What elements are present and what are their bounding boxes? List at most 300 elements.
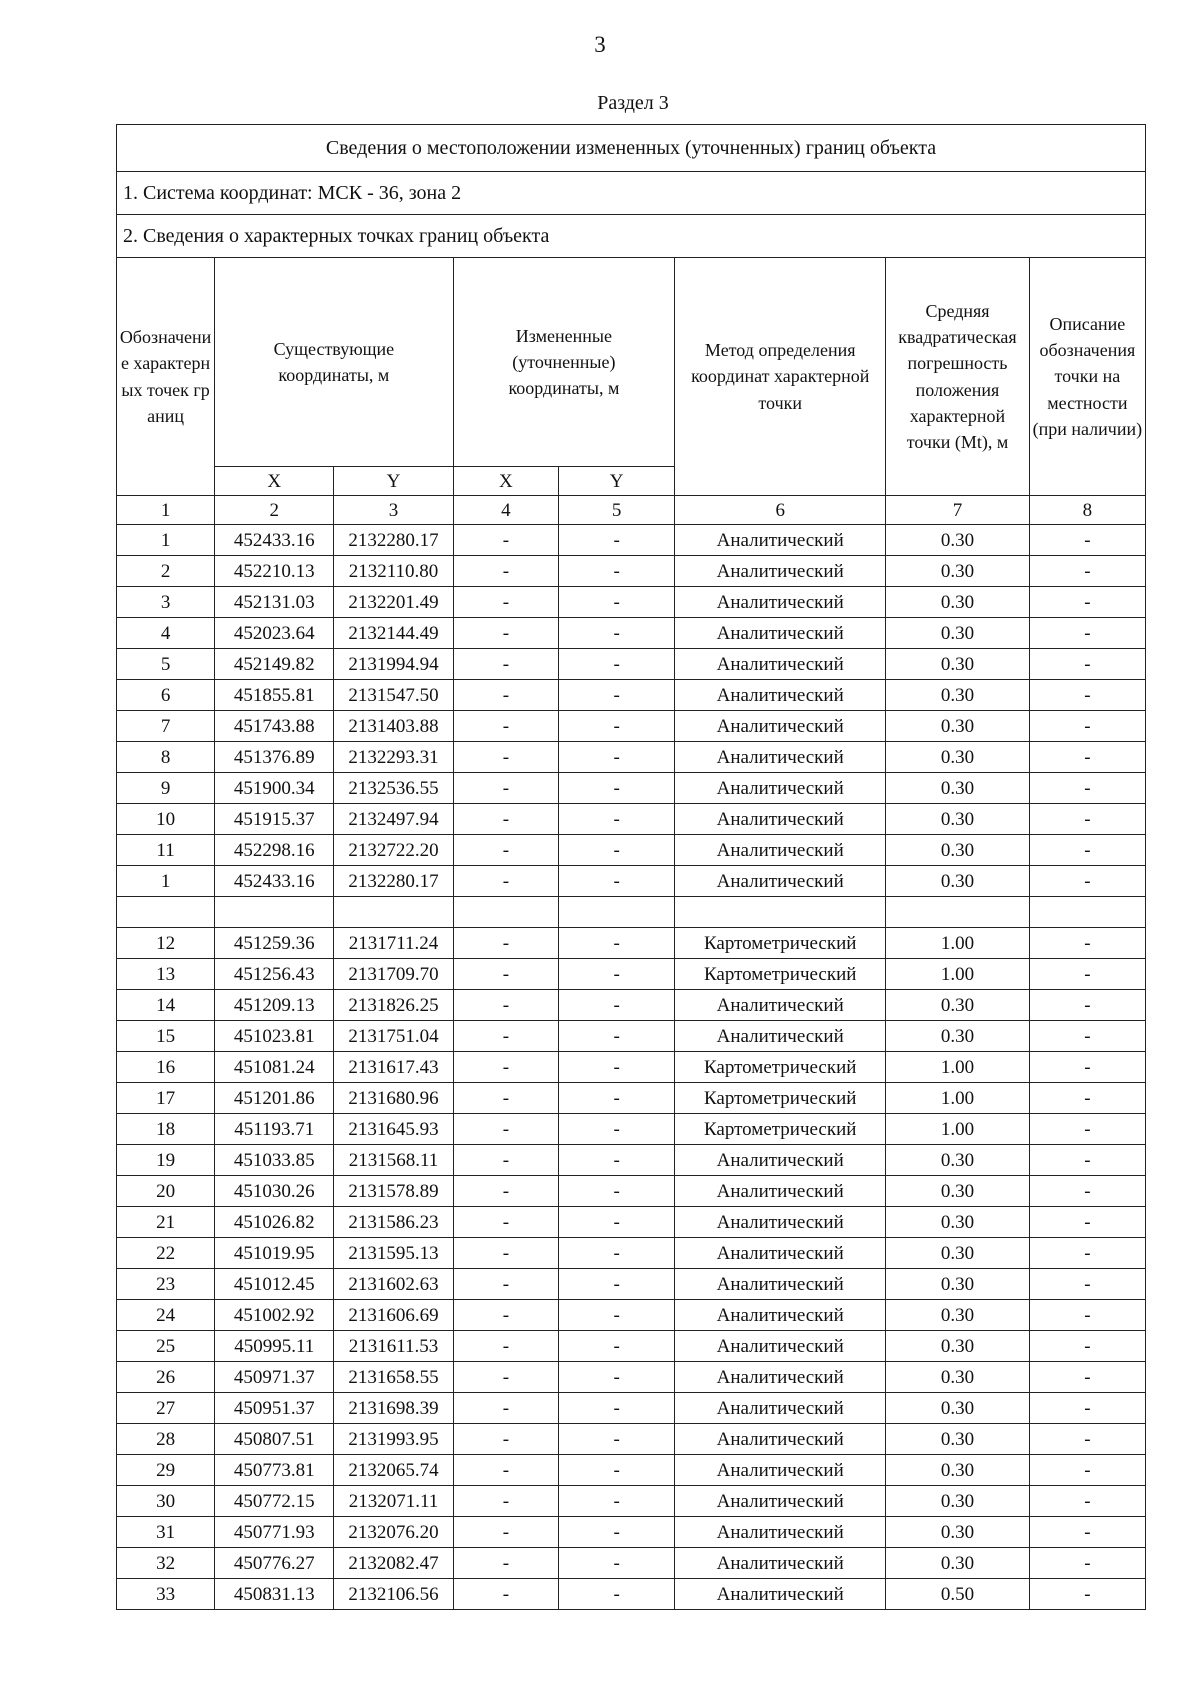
cell-existing-y: 2131595.13: [334, 1238, 453, 1269]
cell-accuracy: 0.30: [886, 1207, 1030, 1238]
cell-existing-y: 2131993.95: [334, 1424, 453, 1455]
cell-existing-x: 451023.81: [215, 1021, 334, 1052]
cell-existing-y: 2132082.47: [334, 1548, 453, 1579]
cell-method: Аналитический: [675, 556, 886, 587]
cell-changed-x: [453, 897, 559, 928]
cell-method: Аналитический: [675, 1021, 886, 1052]
cell-changed-y: -: [559, 525, 675, 556]
cell-existing-x: 451193.71: [215, 1114, 334, 1145]
cell-existing-y: 2132076.20: [334, 1517, 453, 1548]
column-number: 4: [453, 496, 559, 525]
cell-method: Аналитический: [675, 1238, 886, 1269]
cell-point-id: 21: [117, 1207, 215, 1238]
table-row: [117, 1300, 1146, 1331]
table-row: [117, 742, 1146, 773]
cell-changed-x: -: [453, 1455, 559, 1486]
table-row: [117, 1579, 1146, 1610]
cell-point-id: 12: [117, 928, 215, 959]
cell-method: Аналитический: [675, 1393, 886, 1424]
cell-accuracy: [886, 897, 1030, 928]
cell-existing-y: 2131711.24: [334, 928, 453, 959]
cell-changed-x: -: [453, 1269, 559, 1300]
cell-changed-y: -: [559, 1331, 675, 1362]
cell-description: -: [1029, 587, 1145, 618]
cell-accuracy: 1.00: [886, 959, 1030, 990]
cell-changed-x: -: [453, 1145, 559, 1176]
cell-existing-y: 2132110.80: [334, 556, 453, 587]
cell-point-id: 31: [117, 1517, 215, 1548]
cell-existing-x: 451019.95: [215, 1238, 334, 1269]
cell-existing-x: 451855.81: [215, 680, 334, 711]
table-row: [117, 804, 1146, 835]
cell-changed-y: -: [559, 618, 675, 649]
cell-description: -: [1029, 1424, 1145, 1455]
cell-changed-x: -: [453, 1486, 559, 1517]
cell-existing-y: 2132071.11: [334, 1486, 453, 1517]
cell-existing-y: 2131658.55: [334, 1362, 453, 1393]
cell-description: -: [1029, 1052, 1145, 1083]
cell-existing-x: 450995.11: [215, 1331, 334, 1362]
header-method: Метод определения координат характерной точки: [675, 258, 886, 496]
cell-changed-x: -: [453, 1579, 559, 1610]
cell-changed-x: -: [453, 587, 559, 618]
cell-changed-x: -: [453, 742, 559, 773]
cell-changed-y: -: [559, 1052, 675, 1083]
cell-accuracy: 0.30: [886, 1145, 1030, 1176]
cell-description: -: [1029, 1145, 1145, 1176]
table-title: Сведения о местоположении измененных (уточненных) границ объекта: [117, 125, 1146, 172]
table-row: [117, 587, 1146, 618]
cell-changed-x: -: [453, 1176, 559, 1207]
cell-method: Аналитический: [675, 680, 886, 711]
cell-existing-x: 452149.82: [215, 649, 334, 680]
cell-existing-x: 450807.51: [215, 1424, 334, 1455]
cell-accuracy: 0.30: [886, 1300, 1030, 1331]
cell-changed-x: -: [453, 1114, 559, 1145]
table-row: [117, 1269, 1146, 1300]
cell-accuracy: 0.30: [886, 525, 1030, 556]
cell-existing-y: 2131826.25: [334, 990, 453, 1021]
coordinates-table: [116, 124, 1146, 1610]
section-title: Раздел 3: [597, 92, 669, 114]
cell-accuracy: 0.30: [886, 1021, 1030, 1052]
cell-method: Аналитический: [675, 1176, 886, 1207]
cell-changed-x: -: [453, 866, 559, 897]
table-row: [117, 1021, 1146, 1052]
cell-changed-y: -: [559, 1300, 675, 1331]
cell-changed-x: -: [453, 618, 559, 649]
cell-changed-y: -: [559, 587, 675, 618]
cell-changed-x: -: [453, 525, 559, 556]
cell-existing-x: 451209.13: [215, 990, 334, 1021]
cell-point-id: [117, 897, 215, 928]
cell-existing-x: 451033.85: [215, 1145, 334, 1176]
cell-changed-x: -: [453, 1207, 559, 1238]
cell-existing-y: 2131611.53: [334, 1331, 453, 1362]
cell-existing-x: 450776.27: [215, 1548, 334, 1579]
cell-changed-y: -: [559, 711, 675, 742]
cell-point-id: 4: [117, 618, 215, 649]
header-existing-coords: Существующие координаты, м: [215, 258, 453, 467]
cell-point-id: 27: [117, 1393, 215, 1424]
table-row: [117, 1083, 1146, 1114]
cell-accuracy: 1.00: [886, 1114, 1030, 1145]
cell-changed-y: -: [559, 1269, 675, 1300]
cell-existing-y: 2131645.93: [334, 1114, 453, 1145]
cell-method: Аналитический: [675, 1517, 886, 1548]
cell-existing-y: 2131568.11: [334, 1145, 453, 1176]
cell-changed-x: -: [453, 1393, 559, 1424]
column-number: 7: [886, 496, 1030, 525]
cell-changed-x: -: [453, 1517, 559, 1548]
cell-changed-y: -: [559, 1362, 675, 1393]
cell-point-id: 25: [117, 1331, 215, 1362]
cell-accuracy: 0.30: [886, 1176, 1030, 1207]
cell-accuracy: 1.00: [886, 1052, 1030, 1083]
cell-description: -: [1029, 1083, 1145, 1114]
cell-point-id: 17: [117, 1083, 215, 1114]
cell-description: -: [1029, 1114, 1145, 1145]
cell-method: Аналитический: [675, 773, 886, 804]
cell-method: Аналитический: [675, 1145, 886, 1176]
cell-point-id: 14: [117, 990, 215, 1021]
cell-existing-x: 450773.81: [215, 1455, 334, 1486]
cell-point-id: 19: [117, 1145, 215, 1176]
cell-existing-y: 2132201.49: [334, 587, 453, 618]
cell-description: -: [1029, 711, 1145, 742]
cell-point-id: 13: [117, 959, 215, 990]
cell-changed-x: -: [453, 773, 559, 804]
cell-existing-x: 450951.37: [215, 1393, 334, 1424]
table-row: [117, 959, 1146, 990]
cell-description: -: [1029, 1238, 1145, 1269]
cell-description: -: [1029, 1579, 1145, 1610]
cell-existing-x: 450971.37: [215, 1362, 334, 1393]
cell-existing-x: 452210.13: [215, 556, 334, 587]
table-row: [117, 1517, 1146, 1548]
cell-existing-y: 2132065.74: [334, 1455, 453, 1486]
cell-method: Аналитический: [675, 1486, 886, 1517]
table-row: [117, 525, 1146, 556]
cell-accuracy: 0.30: [886, 649, 1030, 680]
cell-point-id: 8: [117, 742, 215, 773]
table-row: [117, 835, 1146, 866]
cell-description: -: [1029, 1455, 1145, 1486]
cell-existing-x: 452433.16: [215, 866, 334, 897]
cell-existing-x: 451012.45: [215, 1269, 334, 1300]
cell-method: Аналитический: [675, 618, 886, 649]
cell-accuracy: 0.50: [886, 1579, 1030, 1610]
cell-method: Аналитический: [675, 835, 886, 866]
cell-description: -: [1029, 556, 1145, 587]
cell-accuracy: 0.30: [886, 711, 1030, 742]
cell-changed-y: -: [559, 556, 675, 587]
cell-description: -: [1029, 1300, 1145, 1331]
cell-changed-x: -: [453, 804, 559, 835]
table-row: [117, 990, 1146, 1021]
cell-existing-x: 451256.43: [215, 959, 334, 990]
cell-changed-y: -: [559, 866, 675, 897]
cell-point-id: 26: [117, 1362, 215, 1393]
cell-existing-y: 2131606.69: [334, 1300, 453, 1331]
cell-point-id: 24: [117, 1300, 215, 1331]
table-row: [117, 711, 1146, 742]
column-number: 5: [559, 496, 675, 525]
cell-accuracy: 0.30: [886, 1362, 1030, 1393]
cell-description: -: [1029, 1021, 1145, 1052]
cell-method: Аналитический: [675, 866, 886, 897]
cell-changed-y: -: [559, 680, 675, 711]
cell-changed-x: -: [453, 1052, 559, 1083]
cell-method: Аналитический: [675, 804, 886, 835]
cell-method: Аналитический: [675, 711, 886, 742]
cell-changed-x: -: [453, 1548, 559, 1579]
cell-changed-x: -: [453, 680, 559, 711]
cell-method: Картометрический: [675, 928, 886, 959]
cell-existing-y: 2131617.43: [334, 1052, 453, 1083]
cell-changed-y: -: [559, 649, 675, 680]
cell-existing-y: 2131680.96: [334, 1083, 453, 1114]
cell-existing-y: 2131709.70: [334, 959, 453, 990]
cell-existing-y: 2131994.94: [334, 649, 453, 680]
cell-description: -: [1029, 835, 1145, 866]
header-accuracy: Средняя квадратическая погрешность положения характерной точки (Mt), м: [886, 258, 1030, 496]
cell-changed-y: -: [559, 1486, 675, 1517]
cell-point-id: 2: [117, 556, 215, 587]
cell-point-id: 28: [117, 1424, 215, 1455]
cell-changed-y: -: [559, 1424, 675, 1455]
cell-changed-x: -: [453, 711, 559, 742]
cell-description: -: [1029, 1176, 1145, 1207]
header-point-designation: Обозначение характерных точек границ: [117, 258, 215, 496]
cell-description: -: [1029, 1548, 1145, 1579]
cell-description: -: [1029, 1207, 1145, 1238]
cell-changed-y: -: [559, 1517, 675, 1548]
cell-existing-y: 2132536.55: [334, 773, 453, 804]
cell-changed-x: -: [453, 649, 559, 680]
cell-accuracy: 0.30: [886, 773, 1030, 804]
cell-point-id: 30: [117, 1486, 215, 1517]
cell-existing-y: 2132144.49: [334, 618, 453, 649]
table-row: [117, 866, 1146, 897]
cell-changed-x: -: [453, 835, 559, 866]
cell-changed-x: -: [453, 1083, 559, 1114]
cell-method: [675, 897, 886, 928]
table-row: [117, 618, 1146, 649]
separator-row: [117, 897, 1146, 928]
cell-existing-y: [334, 897, 453, 928]
cell-description: -: [1029, 649, 1145, 680]
cell-existing-x: 451026.82: [215, 1207, 334, 1238]
cell-existing-x: 451259.36: [215, 928, 334, 959]
cell-existing-x: 451915.37: [215, 804, 334, 835]
cell-changed-y: -: [559, 1238, 675, 1269]
cell-method: Аналитический: [675, 1207, 886, 1238]
cell-existing-y: 2132293.31: [334, 742, 453, 773]
cell-existing-y: 2131547.50: [334, 680, 453, 711]
cell-description: -: [1029, 928, 1145, 959]
cell-accuracy: 0.30: [886, 618, 1030, 649]
cell-point-id: 18: [117, 1114, 215, 1145]
table-row: [117, 649, 1146, 680]
cell-existing-y: 2132280.17: [334, 866, 453, 897]
cell-existing-x: 452298.16: [215, 835, 334, 866]
cell-point-id: 10: [117, 804, 215, 835]
cell-description: -: [1029, 990, 1145, 1021]
cell-description: -: [1029, 773, 1145, 804]
cell-description: -: [1029, 1269, 1145, 1300]
cell-accuracy: 1.00: [886, 928, 1030, 959]
cell-accuracy: 0.30: [886, 835, 1030, 866]
cell-accuracy: 0.30: [886, 990, 1030, 1021]
cell-changed-x: -: [453, 556, 559, 587]
cell-changed-x: -: [453, 990, 559, 1021]
cell-existing-x: 451002.92: [215, 1300, 334, 1331]
column-number-row: [117, 496, 1146, 525]
cell-changed-y: -: [559, 1579, 675, 1610]
cell-existing-y: 2131578.89: [334, 1176, 453, 1207]
cell-changed-y: -: [559, 804, 675, 835]
cell-description: -: [1029, 1331, 1145, 1362]
cell-point-id: 20: [117, 1176, 215, 1207]
cell-existing-y: 2132280.17: [334, 525, 453, 556]
table-row: [117, 1238, 1146, 1269]
cell-point-id: 32: [117, 1548, 215, 1579]
column-number: 6: [675, 496, 886, 525]
column-number: 8: [1029, 496, 1145, 525]
cell-changed-y: -: [559, 835, 675, 866]
cell-description: -: [1029, 680, 1145, 711]
cell-point-id: 1: [117, 525, 215, 556]
cell-changed-y: -: [559, 1548, 675, 1579]
table-row: [117, 1114, 1146, 1145]
cell-accuracy: 0.30: [886, 680, 1030, 711]
cell-accuracy: 0.30: [886, 1269, 1030, 1300]
cell-changed-y: -: [559, 1455, 675, 1486]
cell-description: -: [1029, 959, 1145, 990]
cell-method: Аналитический: [675, 1579, 886, 1610]
header-description: Описание обозначения точки на местности (при наличии): [1029, 258, 1145, 496]
header-changed-coords: Измененные (уточненные) координаты, м: [453, 258, 675, 467]
cell-existing-y: 2132106.56: [334, 1579, 453, 1610]
table-row: [117, 1176, 1146, 1207]
header-changed-y: Y: [559, 467, 675, 496]
cell-description: -: [1029, 1517, 1145, 1548]
cell-changed-y: [559, 897, 675, 928]
cell-method: Аналитический: [675, 742, 886, 773]
cell-accuracy: 0.30: [886, 1517, 1030, 1548]
cell-changed-y: -: [559, 1207, 675, 1238]
cell-changed-y: -: [559, 1114, 675, 1145]
cell-method: Аналитический: [675, 1269, 886, 1300]
cell-existing-x: 451743.88: [215, 711, 334, 742]
header-changed-x: X: [453, 467, 559, 496]
cell-point-id: 29: [117, 1455, 215, 1486]
cell-existing-x: 451376.89: [215, 742, 334, 773]
cell-changed-y: -: [559, 1393, 675, 1424]
cell-method: Аналитический: [675, 1362, 886, 1393]
cell-changed-y: -: [559, 990, 675, 1021]
table-row: [117, 1393, 1146, 1424]
cell-method: Картометрический: [675, 1052, 886, 1083]
cell-changed-x: -: [453, 1424, 559, 1455]
cell-accuracy: 0.30: [886, 556, 1030, 587]
cell-accuracy: 0.30: [886, 1455, 1030, 1486]
cell-point-id: 16: [117, 1052, 215, 1083]
cell-description: -: [1029, 742, 1145, 773]
cell-existing-x: 451900.34: [215, 773, 334, 804]
cell-changed-y: -: [559, 928, 675, 959]
cell-changed-y: -: [559, 1145, 675, 1176]
cell-changed-y: -: [559, 1083, 675, 1114]
cell-existing-x: 450771.93: [215, 1517, 334, 1548]
cell-accuracy: 0.30: [886, 1238, 1030, 1269]
cell-changed-x: -: [453, 928, 559, 959]
table-row: [117, 928, 1146, 959]
table-row: [117, 1424, 1146, 1455]
points-heading: 2. Сведения о характерных точках границ объекта: [117, 215, 1146, 258]
cell-method: Аналитический: [675, 525, 886, 556]
cell-description: -: [1029, 618, 1145, 649]
cell-accuracy: 0.30: [886, 804, 1030, 835]
column-number: 2: [215, 496, 334, 525]
header-existing-x: X: [215, 467, 334, 496]
cell-accuracy: 0.30: [886, 1424, 1030, 1455]
cell-point-id: 23: [117, 1269, 215, 1300]
coordinate-system: 1. Система координат: МСК - 36, зона 2: [117, 172, 1146, 215]
cell-method: Картометрический: [675, 1114, 886, 1145]
cell-method: Аналитический: [675, 1548, 886, 1579]
table-row: [117, 1145, 1146, 1176]
table-row: [117, 1331, 1146, 1362]
cell-existing-y: 2131751.04: [334, 1021, 453, 1052]
cell-method: Аналитический: [675, 1300, 886, 1331]
cell-existing-y: 2131602.63: [334, 1269, 453, 1300]
cell-changed-y: -: [559, 742, 675, 773]
cell-description: -: [1029, 804, 1145, 835]
cell-point-id: 6: [117, 680, 215, 711]
table-row: [117, 1207, 1146, 1238]
table-row: [117, 1362, 1146, 1393]
table-row: [117, 1052, 1146, 1083]
table-row: [117, 1548, 1146, 1579]
cell-accuracy: 0.30: [886, 587, 1030, 618]
cell-accuracy: 0.30: [886, 742, 1030, 773]
page-number: 3: [594, 32, 606, 57]
cell-existing-x: 451081.24: [215, 1052, 334, 1083]
cell-point-id: 3: [117, 587, 215, 618]
cell-existing-x: 451201.86: [215, 1083, 334, 1114]
cell-point-id: 5: [117, 649, 215, 680]
coordinates-table-body: [117, 125, 1146, 1610]
cell-description: [1029, 897, 1145, 928]
cell-existing-x: 452131.03: [215, 587, 334, 618]
table-row: [117, 680, 1146, 711]
cell-point-id: 22: [117, 1238, 215, 1269]
cell-accuracy: 0.30: [886, 1331, 1030, 1362]
cell-existing-y: 2131698.39: [334, 1393, 453, 1424]
column-number: 3: [334, 496, 453, 525]
cell-existing-x: 452433.16: [215, 525, 334, 556]
cell-accuracy: 0.30: [886, 1548, 1030, 1579]
cell-existing-x: 450831.13: [215, 1579, 334, 1610]
cell-description: -: [1029, 1362, 1145, 1393]
cell-point-id: 1: [117, 866, 215, 897]
cell-changed-x: -: [453, 1238, 559, 1269]
cell-description: -: [1029, 866, 1145, 897]
cell-changed-x: -: [453, 1021, 559, 1052]
cell-description: -: [1029, 525, 1145, 556]
